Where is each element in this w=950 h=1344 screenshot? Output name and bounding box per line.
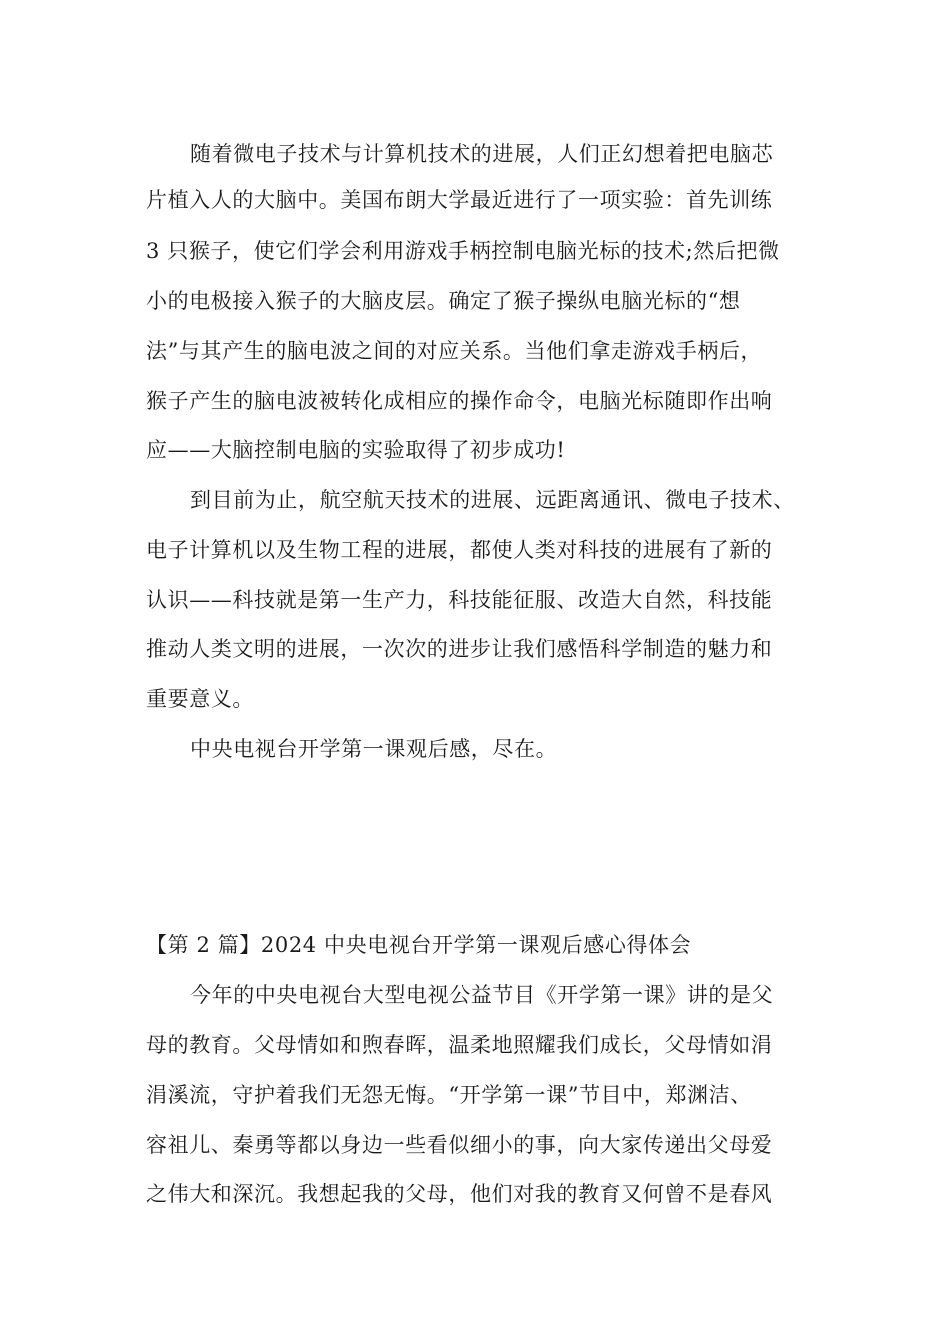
paragraph-line: 猴子产生的脑电波被转化成相应的操作命令，电脑光标随即作出响: [146, 389, 773, 413]
section-heading: 【第 2 篇】2024 中央电视台开学第一课观后感心得体会: [146, 933, 692, 957]
paragraph-line: 电子计算机以及生物工程的进展，都使人类对科技的进展有了新的: [146, 538, 773, 562]
paragraph-line: 容祖儿、秦勇等都以身边一些看似细小的事，向大家传递出父母爱: [146, 1133, 773, 1157]
paragraph-line: 应——大脑控制电脑的实验取得了初步成功!: [146, 438, 566, 462]
paragraph-line: 3 只猴子，使它们学会利用游戏手柄控制电脑光标的技术;然后把微: [146, 239, 780, 263]
paragraph-line: 重要意义。: [146, 687, 254, 711]
paragraph-line: 随着微电子技术与计算机技术的进展，人们正幻想着把电脑芯: [190, 142, 774, 166]
paragraph-line: 母的教育。父母情如和煦春晖，温柔地照耀我们成长，父母情如涓: [146, 1033, 773, 1057]
paragraph-line: 中央电视台开学第一课观后感，尽在。: [190, 737, 558, 761]
paragraph-line: 片植入人的大脑中。美国布朗大学最近进行了一项实验：首先训练: [146, 188, 773, 212]
paragraph-line: 到目前为止，航空航天技术的进展、远距离通讯、微电子技术、: [190, 488, 795, 512]
paragraph-line: 涓溪流，守护着我们无怨无悔。“开学第一课”节目中，郑渊洁、: [146, 1083, 752, 1107]
paragraph-line: 今年的中央电视台大型电视公益节目《开学第一课》讲的是父: [190, 983, 774, 1007]
paragraph-line: 认识——科技就是第一生产力，科技能征服、改造大自然，科技能: [146, 588, 773, 612]
paragraph-line: 推动人类文明的进展，一次次的进步让我们感悟科学制造的魅力和: [146, 637, 773, 661]
paragraph-line: 之伟大和深沉。我想起我的父母，他们对我的教育又何曾不是春风: [146, 1182, 773, 1206]
paragraph-line: 小的电极接入猴子的大脑皮层。确定了猴子操纵电脑光标的“想: [146, 289, 741, 313]
paragraph-line: 法”与其产生的脑电波之间的对应关系。当他们拿走游戏手柄后，: [146, 339, 763, 363]
